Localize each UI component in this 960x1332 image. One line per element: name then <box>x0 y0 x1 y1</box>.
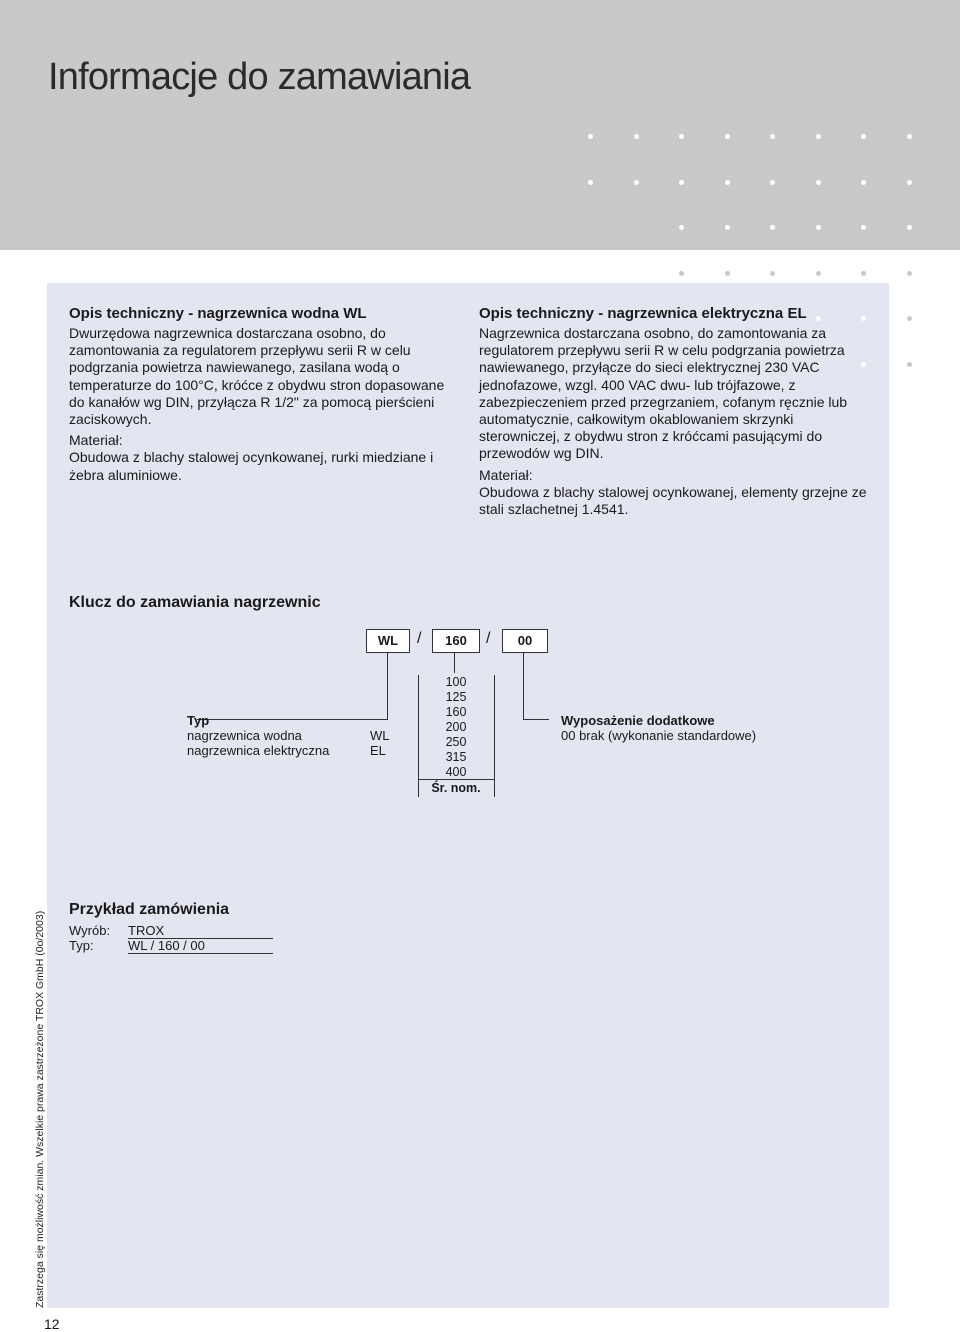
code-separator: / <box>486 630 491 647</box>
decorative-dot <box>725 134 730 139</box>
electric-heater-heading: Opis techniczny - nagrzewnica elektryczna EL <box>479 305 807 322</box>
header-band <box>0 0 960 250</box>
decorative-dot <box>861 180 866 185</box>
type-code: EL <box>370 743 386 758</box>
code-box-size: 160 <box>432 629 480 653</box>
decorative-dot <box>907 180 912 185</box>
type-label: Typ <box>187 713 210 728</box>
decorative-dot <box>770 134 775 139</box>
water-heater-material-label: Materiał: <box>69 432 123 449</box>
order-example-row <box>69 923 273 939</box>
order-example-row <box>69 938 273 954</box>
decorative-dot <box>907 316 912 321</box>
decorative-dot <box>725 180 730 185</box>
size-value: 400 <box>445 765 467 779</box>
decorative-dot <box>907 362 912 367</box>
size-value: 100 <box>445 675 467 689</box>
decorative-dot <box>816 180 821 185</box>
decorative-dot <box>907 225 912 230</box>
decorative-dot <box>725 271 730 276</box>
decorative-dot <box>907 134 912 139</box>
copyright-note: Zastrzega się możliwość zmian. Wszelkie prawa zastrzeżone TROX GmbH (0o/2003) <box>34 910 46 1308</box>
size-value: 250 <box>445 735 467 749</box>
decorative-dot <box>679 225 684 230</box>
order-key-heading: Klucz do zamawiania nagrzewnic <box>69 594 321 611</box>
size-value: 160 <box>445 705 467 719</box>
nominal-size-list <box>418 675 494 796</box>
decorative-dot <box>770 225 775 230</box>
decorative-dot <box>861 225 866 230</box>
decorative-dot <box>816 134 821 139</box>
type-name: nagrzewnica wodna <box>187 728 302 743</box>
decorative-dot <box>588 134 593 139</box>
type-name: nagrzewnica elektryczna <box>187 743 330 758</box>
decorative-dot <box>816 225 821 230</box>
type-code: WL <box>370 728 390 743</box>
decorative-dot <box>679 180 684 185</box>
size-value: 200 <box>445 720 467 734</box>
order-example-heading: Przykład zamówienia <box>69 901 230 918</box>
water-heater-description <box>69 305 449 484</box>
decorative-dot <box>816 271 821 276</box>
electric-heater-description <box>479 305 874 518</box>
order-example-value: TROX <box>128 923 273 939</box>
decorative-dot <box>907 271 912 276</box>
code-box-accessories: 00 <box>502 629 548 653</box>
page-title: Informacje do zamawiania <box>48 56 471 98</box>
decorative-dot <box>588 180 593 185</box>
electric-heater-material-label: Materiał: <box>479 466 533 483</box>
page-number: 12 <box>44 1316 60 1332</box>
type-connector-horizontal <box>197 719 388 720</box>
accessories-connector <box>523 652 524 720</box>
decorative-dot <box>770 180 775 185</box>
water-heater-body: Dwurzędowa nagrzewnica dostarczana osobno, do zamontowania za regulatorem przepływu serii R w celu podgrzania powietrza nawiewanego, zasilana wodą o temperaturze do 100°C, króćce z obydwu stron dopasowane do kanałów wg DIN, przyłącza R 1/2" za pomocą pierścieni zaciskowych. <box>69 325 445 428</box>
decorative-dot <box>679 134 684 139</box>
decorative-dot <box>634 180 639 185</box>
nominal-size-label: Śr. nom. <box>431 781 481 795</box>
size-bracket-right <box>494 675 495 797</box>
code-separator: / <box>417 630 422 647</box>
size-value: 125 <box>445 690 467 704</box>
type-connector <box>387 652 388 719</box>
accessories-label: Wyposażenie dodatkowe <box>561 713 715 728</box>
order-example-value: WL / 160 / 00 <box>128 938 273 954</box>
size-divider <box>418 779 494 780</box>
decorative-dot <box>861 271 866 276</box>
water-heater-material-text: Obudowa z blachy stalowej ocynkowanej, rurki miedziane i żebra aluminiowe. <box>69 449 434 483</box>
size-value: 315 <box>445 750 467 764</box>
order-example-key: Typ: <box>69 938 94 953</box>
decorative-dot <box>725 225 730 230</box>
electric-heater-body: Nagrzewnica dostarczana osobno, do zamontowania za regulatorem przepływu serii R w celu podgrzania powietrza nawiewanego, przyłącze do sieci elektrycznej 230 VAC jednofazowe, wzgl. 400 VAC dwu- lub trójfazowe, z zabezpieczeniem przed przegrzaniem, cofanym ręcznie lub automatycznie, całkowitym okablowaniem skrzynki sterowniczej, z obydwu stron z króćcami pasującymi do przewodów wg DIN. <box>479 325 848 462</box>
decorative-dot <box>634 134 639 139</box>
decorative-dot <box>770 271 775 276</box>
decorative-dot <box>861 134 866 139</box>
code-box-type: WL <box>366 629 410 653</box>
water-heater-heading: Opis techniczny - nagrzewnica wodna WL <box>69 305 367 322</box>
accessories-text: 00 brak (wykonanie standardowe) <box>561 728 757 743</box>
electric-heater-material-text: Obudowa z blachy stalowej ocynkowanej, elementy grzejne ze stali szlachetnej 1.4541. <box>479 483 867 518</box>
accessories-connector-horizontal <box>523 719 549 720</box>
decorative-dot <box>679 271 684 276</box>
size-connector <box>454 652 455 673</box>
order-example-key: Wyrób: <box>69 923 111 938</box>
